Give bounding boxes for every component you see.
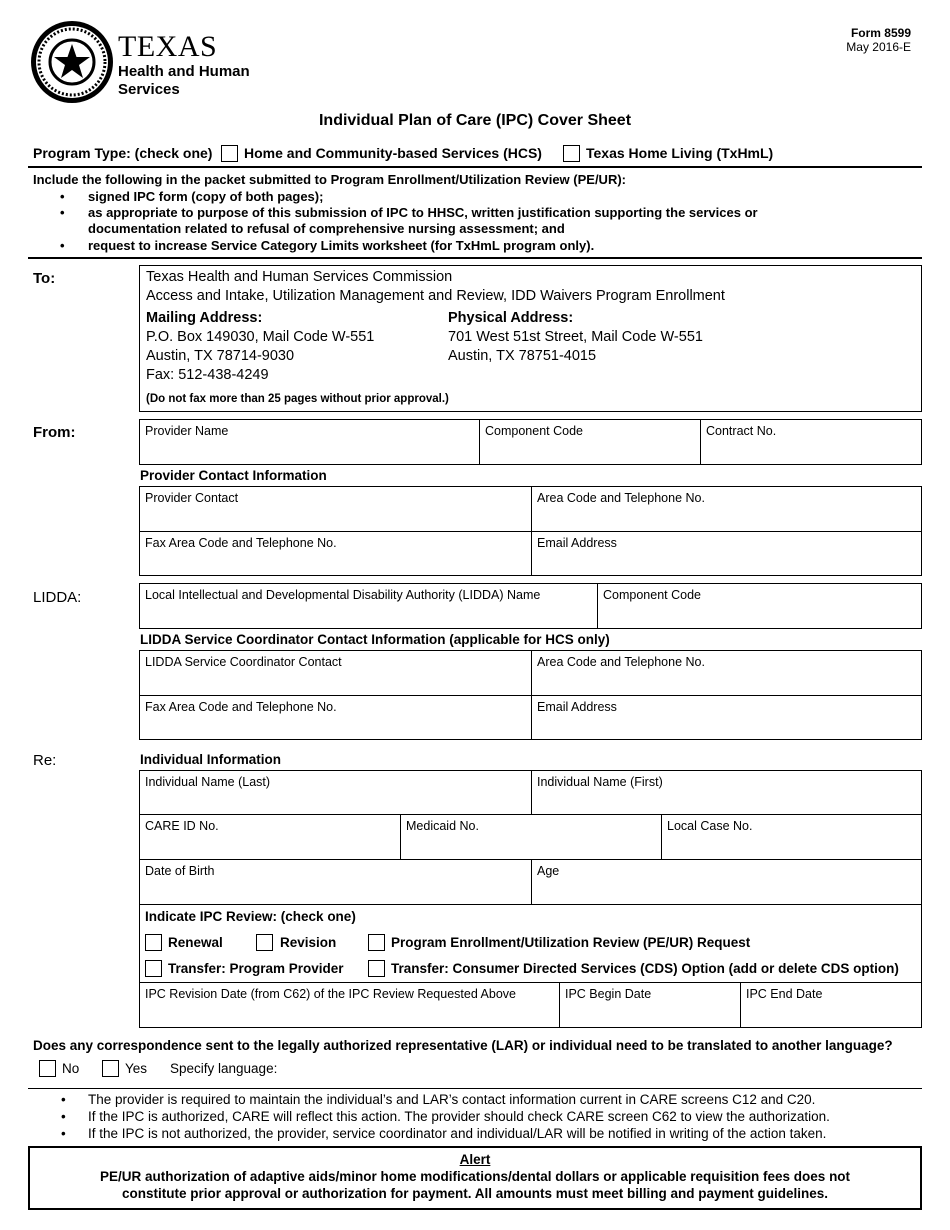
- contract-no-label: Contract No.: [706, 424, 777, 438]
- provider-contact-label: Provider Contact: [145, 491, 239, 505]
- page-title: Individual Plan of Care (IPC) Cover Sheet: [318, 112, 632, 129]
- divider-include: [28, 257, 922, 259]
- age-field[interactable]: [531, 859, 922, 905]
- alert-line2: constitute prior approval or authorization for payment. All amounts must meet billing and payment guidelines.: [121, 1186, 829, 1201]
- divider-top: [28, 166, 922, 168]
- individual-info-heading: Individual Information: [140, 752, 281, 767]
- name-first-label: Individual Name (First): [537, 775, 663, 789]
- lidda-fax-label: Fax Area Code and Telephone No.: [145, 700, 337, 714]
- renewal-label: Renewal: [168, 935, 223, 950]
- ipc-revision-date-label: IPC Revision Date (from C62) of the IPC Review Requested Above: [145, 987, 517, 1001]
- ipc-end-date-field[interactable]: [740, 982, 922, 1028]
- program-type-label: Program Type: (check one): [33, 145, 213, 161]
- include-item: as appropriate to purpose of this submission of IPC to HHSC, written justification supporting the services or: [88, 205, 758, 220]
- revision-label: Revision: [280, 935, 337, 950]
- ipc-begin-date-label: IPC Begin Date: [565, 987, 652, 1001]
- include-bullet: •: [60, 189, 65, 204]
- lidda-phone-label: Area Code and Telephone No.: [537, 655, 705, 669]
- provider-name-label: Provider Name: [145, 424, 229, 438]
- translation-question: Does any correspondence sent to the legally authorized representative (LAR) or individual need to be translated to another language?: [33, 1038, 893, 1053]
- provider-fax-field[interactable]: [139, 531, 532, 576]
- transfer-provider-checkbox[interactable]: [145, 960, 162, 977]
- renewal-checkbox[interactable]: [145, 934, 162, 951]
- include-bullet: •: [60, 238, 65, 253]
- physical-heading: Physical Address:: [448, 310, 574, 326]
- component-code-label: Component Code: [485, 424, 583, 438]
- physical-line1: 701 West 51st Street, Mail Code W-551: [448, 329, 703, 345]
- lidda-sc-contact-field[interactable]: [139, 650, 532, 696]
- dob-field[interactable]: [139, 859, 532, 905]
- name-last-field[interactable]: [139, 770, 532, 815]
- logo-agency-line1: Health and Human: [118, 63, 250, 80]
- alert-title: Alert: [459, 1152, 491, 1167]
- alert-line1: PE/UR authorization of adaptive aids/minor home modifications/dental dollars or applicable requisition fees does not: [99, 1169, 851, 1184]
- local-case-no-field[interactable]: [661, 814, 922, 860]
- lidda-sc-contact-label: LIDDA Service Coordinator Contact: [145, 655, 342, 669]
- specify-language-label: Specify language:: [170, 1061, 278, 1076]
- provider-name-field[interactable]: [139, 419, 480, 465]
- txhml-option-label: Texas Home Living (TxHmL): [586, 145, 774, 161]
- ipc-revision-date-field[interactable]: [139, 982, 560, 1028]
- lidda-component-code-field[interactable]: [597, 583, 922, 629]
- include-item: request to increase Service Category Limits worksheet (for TxHmL program only).: [88, 238, 595, 253]
- note-bullet: •: [61, 1109, 66, 1124]
- include-bullet: •: [60, 205, 65, 220]
- age-label: Age: [537, 864, 560, 878]
- mailing-line2: Austin, TX 78714-9030: [146, 348, 295, 364]
- lidda-email-field[interactable]: [531, 695, 922, 740]
- to-agency: Texas Health and Human Services Commission: [146, 269, 453, 285]
- note-bullet: •: [61, 1092, 66, 1107]
- lidda-phone-field[interactable]: [531, 650, 922, 696]
- logo-state-text: TEXAS: [118, 30, 218, 63]
- name-last-label: Individual Name (Last): [145, 775, 271, 789]
- provider-phone-field[interactable]: [531, 486, 922, 532]
- re-label: Re:: [33, 752, 57, 769]
- lidda-label: LIDDA:: [33, 589, 82, 606]
- translation-no-label: No: [62, 1061, 80, 1076]
- lidda-name-field[interactable]: [139, 583, 598, 629]
- provider-phone-label: Area Code and Telephone No.: [537, 491, 705, 505]
- lidda-email-label: Email Address: [537, 700, 617, 714]
- provider-contact-field[interactable]: [139, 486, 532, 532]
- transfer-cds-label: Transfer: Consumer Directed Services (CDS) Option (add or delete CDS option): [391, 961, 899, 976]
- provider-component-code-field[interactable]: [479, 419, 701, 465]
- include-heading: Include the following in the packet submitted to Program Enrollment/Utilization Review (PE/UR):: [33, 172, 626, 187]
- revision-checkbox[interactable]: [256, 934, 273, 951]
- ipc-end-date-label: IPC End Date: [746, 987, 823, 1001]
- hcs-checkbox[interactable]: [221, 145, 238, 162]
- transfer-cds-checkbox[interactable]: [368, 960, 385, 977]
- form-date: May 2016-E: [846, 40, 911, 54]
- care-id-label: CARE ID No.: [145, 819, 219, 833]
- medicaid-no-label: Medicaid No.: [406, 819, 479, 833]
- to-label: To:: [33, 270, 56, 287]
- ipc-begin-date-field[interactable]: [559, 982, 741, 1028]
- include-item: signed IPC form (copy of both pages);: [88, 189, 324, 204]
- contract-no-field[interactable]: [700, 419, 922, 465]
- lidda-fax-field[interactable]: [139, 695, 532, 740]
- mailing-heading: Mailing Address:: [146, 310, 263, 326]
- form-number: Form 8599: [850, 26, 911, 40]
- hhs-seal-logo: [30, 20, 114, 104]
- provider-fax-label: Fax Area Code and Telephone No.: [145, 536, 337, 550]
- provider-email-label: Email Address: [537, 536, 617, 550]
- from-label: From:: [33, 424, 76, 441]
- note-item: If the IPC is authorized, CARE will reflect this action. The provider should check CARE screen C62 to view the authorization.: [88, 1109, 830, 1124]
- to-department: Access and Intake, Utilization Management and Review, IDD Waivers Program Enrollment: [146, 288, 725, 304]
- txhml-checkbox[interactable]: [563, 145, 580, 162]
- name-first-field[interactable]: [531, 770, 922, 815]
- fax-number: Fax: 512-438-4249: [146, 367, 269, 383]
- translation-yes-checkbox[interactable]: [102, 1060, 119, 1077]
- note-bullet: •: [61, 1126, 66, 1141]
- divider-notes: [28, 1088, 922, 1089]
- lidda-component-code-label: Component Code: [603, 588, 701, 602]
- physical-line2: Austin, TX 78751-4015: [448, 348, 597, 364]
- dob-label: Date of Birth: [145, 864, 215, 878]
- hcs-option-label: Home and Community-based Services (HCS): [244, 145, 542, 161]
- note-item: If the IPC is not authorized, the provider, service coordinator and individual/LAR will be notified in writing of the action taken.: [88, 1126, 827, 1141]
- ipc-review-heading: Indicate IPC Review: (check one): [145, 909, 356, 924]
- note-item: The provider is required to maintain the individual’s and LAR’s contact information current in CARE screens C12 and C20.: [88, 1092, 816, 1107]
- peur-request-checkbox[interactable]: [368, 934, 385, 951]
- medicaid-no-field[interactable]: [400, 814, 662, 860]
- lidda-name-label: Local Intellectual and Developmental Disability Authority (LIDDA) Name: [145, 588, 541, 602]
- transfer-provider-label: Transfer: Program Provider: [168, 961, 344, 976]
- care-id-field[interactable]: [139, 814, 401, 860]
- mailing-line1: P.O. Box 149030, Mail Code W-551: [146, 329, 375, 345]
- fax-note: (Do not fax more than 25 pages without prior approval.): [146, 393, 449, 405]
- translation-yes-label: Yes: [125, 1061, 148, 1076]
- provider-email-field[interactable]: [531, 531, 922, 576]
- provider-contact-heading: Provider Contact Information: [140, 468, 327, 483]
- peur-request-label: Program Enrollment/Utilization Review (PE/UR) Request: [391, 935, 751, 950]
- logo-agency-line2: Services: [118, 81, 180, 98]
- local-case-no-label: Local Case No.: [667, 819, 753, 833]
- lidda-sc-heading: LIDDA Service Coordinator Contact Information (applicable for HCS only): [140, 632, 610, 647]
- include-item: documentation related to refusal of comprehensive nursing assessment; and: [88, 221, 565, 236]
- translation-no-checkbox[interactable]: [39, 1060, 56, 1077]
